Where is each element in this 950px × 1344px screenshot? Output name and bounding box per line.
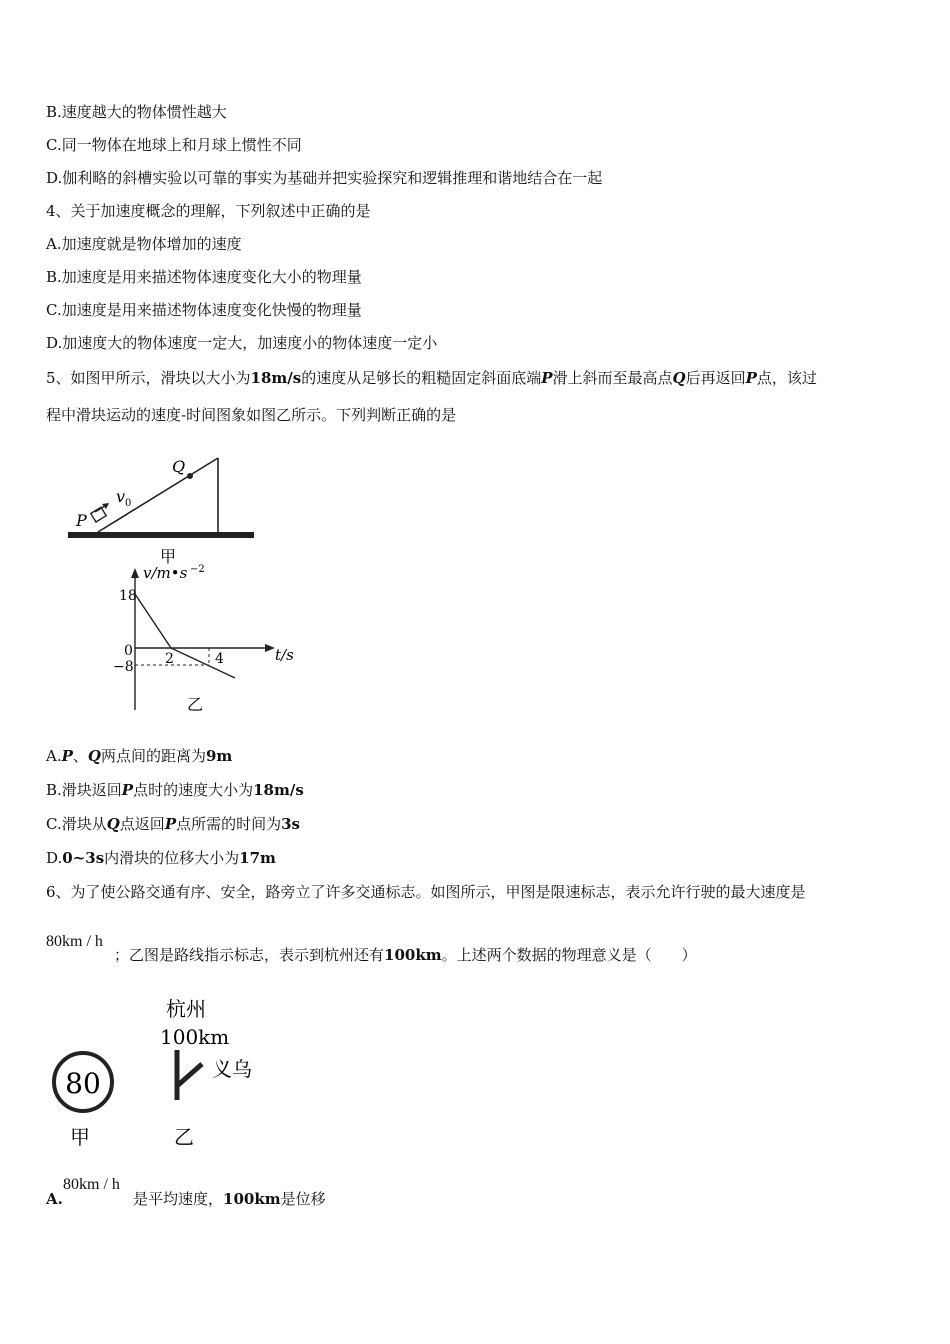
tick-neg8: −8: [113, 659, 134, 675]
q5-option-c: C.滑块从Q点返回P点所需的时间为3s: [46, 815, 300, 833]
q5-option-d: D.0~3s内滑块的位移大小为17m: [46, 849, 276, 867]
q5-option-b: B.滑块返回P点时的速度大小为18m/s: [46, 781, 304, 799]
speed-limit-number: 80: [65, 1067, 101, 1100]
q4-option-b: B.加速度是用来描述物体速度变化大小的物理量: [46, 268, 362, 286]
q3-option-b: B.速度越大的物体惯性越大: [46, 103, 227, 121]
y-axis-exponent: −2: [190, 564, 205, 575]
tick-18: 18: [119, 588, 137, 604]
x-axis-label: t/s: [275, 646, 294, 664]
q4-option-c: C.加速度是用来描述物体速度变化快慢的物理量: [46, 301, 362, 319]
route-distance-label: 100km: [160, 1025, 230, 1049]
sign-a-caption: 甲: [70, 1125, 90, 1149]
vt-graph: [105, 560, 315, 720]
point-q-label: Q: [172, 457, 186, 476]
q6-stem-line1: 6、为了使公路交通有序、安全，路旁立了许多交通标志。如图所示，甲图是限速标志，表示允许行驶的最大速度是: [46, 883, 806, 901]
velocity-line-up: [135, 594, 171, 648]
route-branch-label: 义乌: [212, 1057, 252, 1081]
q6-option-a-pre: A.: [46, 1190, 63, 1208]
y-axis-label: v/m•s: [143, 564, 188, 582]
q5-stem-line2: 程中滑块运动的速度-时间图象如图乙所示。下列判断正确的是: [46, 406, 457, 424]
sign-b-caption: 乙: [174, 1125, 194, 1149]
q6-speed-formula: 80km / h: [46, 933, 103, 950]
tick-0: 0: [124, 643, 133, 659]
figure-b-caption: 乙: [187, 695, 204, 714]
q4-stem: 4、关于加速度概念的理解，下列叙述中正确的是: [46, 202, 371, 220]
x-axis-arrow: [265, 644, 275, 652]
traffic-signs-figure: [40, 990, 280, 1150]
ground-bar: [68, 532, 254, 538]
v0-subscript: 0: [125, 498, 132, 509]
q4-option-d: D.加速度大的物体速度一定大，加速度小的物体速度一定小: [46, 334, 438, 352]
point-q-dot: [187, 473, 193, 479]
point-p-label: P: [76, 511, 87, 530]
figure-a-caption: 甲: [160, 547, 177, 566]
q6-option-a-formula: 80km / h: [63, 1176, 120, 1193]
q3-option-c: C.同一物体在地球上和月球上惯性不同: [46, 136, 302, 154]
q5-stem-line1: 5、如图甲所示，滑块以大小为18m/s的速度从足够长的粗糙固定斜面底端P滑上斜而至最高点Q后再返回P点，该过: [46, 369, 817, 387]
velocity-line-down: [171, 648, 235, 678]
q5-option-a: A.P、Q两点间的距离为9m: [46, 747, 233, 765]
incline-figure: [60, 450, 270, 570]
q6-option-a-text: 是平均速度，100km是位移: [133, 1190, 326, 1208]
q4-option-a: A.加速度就是物体增加的速度: [46, 235, 242, 253]
tick-2: 2: [165, 651, 174, 667]
tick-4: 4: [215, 651, 224, 667]
v0-arrowhead: [102, 503, 109, 509]
route-city-label: 杭州: [166, 997, 206, 1021]
route-branch-line: [177, 1064, 202, 1086]
v0-label: v: [116, 487, 126, 506]
q3-option-d: D.伽利略的斜槽实验以可靠的事实为基础并把实验探究和逻辑推理和谐地结合在一起: [46, 169, 603, 187]
q6-stem-line2: ；乙图是路线指示标志，表示到杭州还有100km。上述两个数据的物理意义是（ ）: [114, 946, 697, 964]
y-axis-arrow: [131, 568, 139, 578]
